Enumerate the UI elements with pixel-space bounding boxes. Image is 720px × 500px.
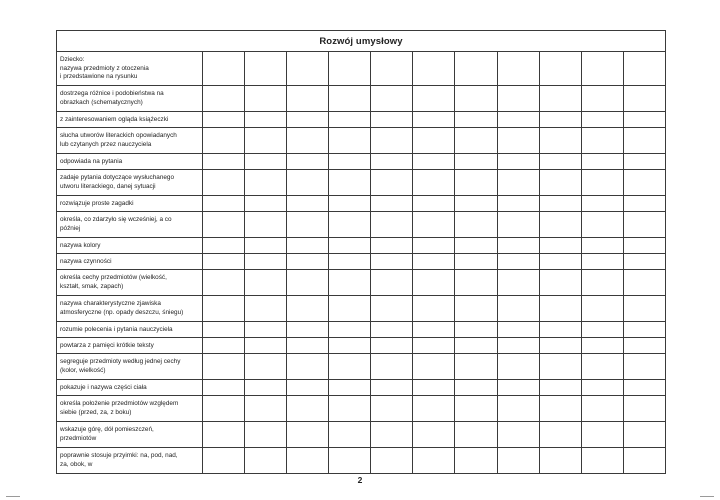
assessment-cell[interactable] [581,422,623,448]
criterion-label: nazywa kolory [57,238,203,254]
assessment-cell[interactable] [245,354,287,380]
assessment-cell[interactable] [581,322,623,338]
page-number: 2 [357,475,363,485]
criteria-row [57,238,666,254]
assessment-cell[interactable] [581,52,623,86]
assessment-cell[interactable] [203,448,245,474]
assessment-cell[interactable] [245,212,287,238]
assessment-cell[interactable] [329,448,371,474]
assessment-cell[interactable] [455,380,497,396]
assessment-cell[interactable] [455,322,497,338]
assessment-cell[interactable] [497,52,539,86]
assessment-cell[interactable] [497,86,539,112]
assessment-cell[interactable] [245,52,287,86]
assessment-cell[interactable] [371,338,413,354]
assessment-cell[interactable] [371,238,413,254]
assessment-cell[interactable] [287,354,329,380]
assessment-cell[interactable] [413,422,455,448]
assessment-cell[interactable] [623,448,665,474]
assessment-cell[interactable] [623,212,665,238]
assessment-cell[interactable] [539,238,581,254]
assessment-cell[interactable] [581,354,623,380]
assessment-cell[interactable] [413,448,455,474]
crop-mark-left [6,496,20,497]
assessment-table [56,30,666,474]
assessment-cell[interactable] [455,354,497,380]
assessment-cell[interactable] [329,380,371,396]
assessment-cell[interactable] [581,396,623,422]
assessment-cell[interactable] [329,128,371,154]
criteria-row [57,254,666,270]
assessment-cell[interactable] [287,154,329,170]
assessment-cell[interactable] [623,52,665,86]
assessment-cell[interactable] [413,86,455,112]
assessment-cell[interactable] [413,380,455,396]
assessment-cell[interactable] [497,128,539,154]
assessment-cell[interactable] [203,254,245,270]
assessment-cell[interactable] [245,338,287,354]
assessment-cell[interactable] [623,270,665,296]
assessment-cell[interactable] [287,128,329,154]
assessment-cell[interactable] [539,270,581,296]
assessment-cell[interactable] [203,396,245,422]
assessment-cell[interactable] [455,422,497,448]
assessment-cell[interactable] [245,396,287,422]
assessment-cell[interactable] [413,354,455,380]
assessment-cell[interactable] [455,238,497,254]
criterion-label: określa, co zdarzyło się wcześniej, a co później [57,212,203,238]
assessment-cell[interactable] [245,296,287,322]
assessment-cell[interactable] [203,322,245,338]
section-title: Rozwój umysłowy [57,31,666,52]
assessment-cell[interactable] [245,154,287,170]
assessment-cell[interactable] [623,170,665,196]
criterion-label: Dziecko: nazywa przedmioty z otoczenia i przedstawione na rysunku [57,52,203,86]
assessment-cell[interactable] [329,396,371,422]
assessment-cell[interactable] [371,296,413,322]
assessment-cell[interactable] [203,212,245,238]
assessment-cell[interactable] [581,296,623,322]
assessment-cell[interactable] [497,322,539,338]
assessment-cell[interactable] [539,52,581,86]
assessment-cell[interactable] [413,128,455,154]
assessment-cell[interactable] [245,112,287,128]
assessment-cell[interactable] [539,86,581,112]
criteria-row [57,296,666,322]
assessment-cell[interactable] [455,338,497,354]
assessment-cell[interactable] [371,212,413,238]
criterion-label: określa cechy przedmiotów (wielkość, kształt, smak, zapach) [57,270,203,296]
assessment-cell[interactable] [329,238,371,254]
assessment-cell[interactable] [203,52,245,86]
assessment-cell[interactable] [455,154,497,170]
assessment-cell[interactable] [539,296,581,322]
assessment-cell[interactable] [413,338,455,354]
assessment-cell[interactable] [371,322,413,338]
assessment-cell[interactable] [497,238,539,254]
assessment-cell[interactable] [413,154,455,170]
assessment-cell[interactable] [329,212,371,238]
criteria-row [57,196,666,212]
assessment-cell[interactable] [497,212,539,238]
assessment-cell[interactable] [581,170,623,196]
assessment-cell[interactable] [581,238,623,254]
assessment-cell[interactable] [623,154,665,170]
assessment-cell[interactable] [623,396,665,422]
crop-mark-right [700,496,714,497]
assessment-cell[interactable] [371,154,413,170]
assessment-cell[interactable] [287,238,329,254]
criterion-label: nazywa charakterystyczne zjawiska atmosferyczne (np. opady deszczu, śniegu) [57,296,203,322]
assessment-cell[interactable] [329,270,371,296]
criteria-row [57,322,666,338]
assessment-cell[interactable] [203,86,245,112]
assessment-cell[interactable] [497,270,539,296]
assessment-cell[interactable] [623,196,665,212]
assessment-cell[interactable] [623,322,665,338]
assessment-cell[interactable] [203,154,245,170]
assessment-cell[interactable] [623,338,665,354]
criteria-row [57,86,666,112]
assessment-cell[interactable] [413,212,455,238]
assessment-cell[interactable] [455,212,497,238]
assessment-cell[interactable] [329,154,371,170]
assessment-cell[interactable] [287,380,329,396]
assessment-cell[interactable] [413,112,455,128]
assessment-cell[interactable] [287,212,329,238]
assessment-cell[interactable] [329,254,371,270]
assessment-cell[interactable] [371,86,413,112]
assessment-cell[interactable] [581,270,623,296]
assessment-cell[interactable] [245,380,287,396]
assessment-cell[interactable] [539,254,581,270]
criteria-row [57,270,666,296]
assessment-cell[interactable] [329,170,371,196]
criterion-label: nazywa czynności [57,254,203,270]
assessment-cell[interactable] [623,422,665,448]
assessment-cell[interactable] [245,238,287,254]
criteria-row [57,128,666,154]
assessment-cell[interactable] [287,254,329,270]
criteria-row [57,52,666,86]
criteria-row [57,354,666,380]
assessment-cell[interactable] [623,128,665,154]
assessment-cell[interactable] [623,296,665,322]
assessment-cell[interactable] [581,86,623,112]
assessment-cell[interactable] [623,86,665,112]
assessment-cell[interactable] [287,338,329,354]
assessment-cell[interactable] [623,254,665,270]
assessment-cell[interactable] [539,322,581,338]
criterion-label: poprawnie stosuje przyimki: na, pod, nad, za, obok, w [57,448,203,474]
criterion-label: zadaje pytania dotyczące wysłuchanego utworu literackiego, danej sytuacji [57,170,203,196]
assessment-cell[interactable] [287,296,329,322]
assessment-cell[interactable] [539,170,581,196]
assessment-cell[interactable] [287,422,329,448]
assessment-cell[interactable] [539,396,581,422]
assessment-cell[interactable] [203,354,245,380]
criterion-label: określa położenie przedmiotów względem siebie (przed, za, z boku) [57,396,203,422]
assessment-cell[interactable] [371,270,413,296]
criterion-label: słucha utworów literackich opowiadanych lub czytanych przez nauczyciela [57,128,203,154]
assessment-cell[interactable] [203,128,245,154]
assessment-cell[interactable] [455,254,497,270]
assessment-cell[interactable] [287,52,329,86]
assessment-cell[interactable] [203,380,245,396]
assessment-cell[interactable] [497,170,539,196]
criteria-row [57,380,666,396]
criteria-row [57,212,666,238]
assessment-cell[interactable] [581,154,623,170]
assessment-cell[interactable] [455,86,497,112]
criteria-row [57,448,666,474]
assessment-cell[interactable] [413,396,455,422]
assessment-cell[interactable] [245,86,287,112]
assessment-cell[interactable] [203,112,245,128]
assessment-cell[interactable] [581,196,623,212]
assessment-cell[interactable] [455,196,497,212]
assessment-cell[interactable] [539,112,581,128]
assessment-cell[interactable] [203,196,245,212]
assessment-cell[interactable] [371,422,413,448]
assessment-cell[interactable] [371,448,413,474]
criterion-label: rozumie polecenia i pytania nauczyciela [57,322,203,338]
assessment-cell[interactable] [371,170,413,196]
assessment-cell[interactable] [497,296,539,322]
assessment-cell[interactable] [539,354,581,380]
assessment-cell[interactable] [329,354,371,380]
assessment-cell[interactable] [245,448,287,474]
assessment-cell[interactable] [329,112,371,128]
assessment-cell[interactable] [497,448,539,474]
assessment-cell[interactable] [623,238,665,254]
assessment-cell[interactable] [497,354,539,380]
assessment-cell[interactable] [329,338,371,354]
assessment-cell[interactable] [245,422,287,448]
assessment-cell[interactable] [581,448,623,474]
assessment-cell[interactable] [329,196,371,212]
assessment-cell[interactable] [203,170,245,196]
assessment-cell[interactable] [455,128,497,154]
criteria-row [57,112,666,128]
assessment-cell[interactable] [329,86,371,112]
assessment-cell[interactable] [413,196,455,212]
assessment-cell[interactable] [539,448,581,474]
assessment-cell[interactable] [497,338,539,354]
criterion-label: wskazuje górę, dół pomieszczeń, przedmiotów [57,422,203,448]
assessment-cell[interactable] [539,422,581,448]
assessment-cell[interactable] [287,86,329,112]
assessment-cell[interactable] [371,128,413,154]
assessment-cell[interactable] [329,322,371,338]
assessment-cell[interactable] [287,322,329,338]
criteria-row [57,170,666,196]
assessment-cell[interactable] [287,112,329,128]
assessment-cell[interactable] [455,52,497,86]
assessment-cell[interactable] [539,338,581,354]
criteria-row [57,396,666,422]
assessment-cell[interactable] [245,270,287,296]
assessment-cell[interactable] [287,196,329,212]
assessment-cell[interactable] [497,154,539,170]
assessment-cell[interactable] [497,380,539,396]
assessment-cell[interactable] [539,128,581,154]
assessment-cell[interactable] [539,154,581,170]
assessment-cell[interactable] [581,112,623,128]
assessment-cell[interactable] [455,112,497,128]
assessment-cell[interactable] [623,380,665,396]
criterion-label: dostrzega różnice i podobieństwa na obrazkach (schematycznych) [57,86,203,112]
assessment-cell[interactable] [371,354,413,380]
assessment-cell[interactable] [371,196,413,212]
assessment-cell[interactable] [623,112,665,128]
assessment-cell[interactable] [245,128,287,154]
assessment-cell[interactable] [287,170,329,196]
assessment-cell[interactable] [497,396,539,422]
assessment-cell[interactable] [455,448,497,474]
criteria-row [57,154,666,170]
assessment-cell[interactable] [329,422,371,448]
assessment-cell[interactable] [413,238,455,254]
criterion-label: segreguje przedmioty według jednej cechy (kolor, wielkość) [57,354,203,380]
assessment-cell[interactable] [245,254,287,270]
assessment-cell[interactable] [497,112,539,128]
assessment-cell[interactable] [539,212,581,238]
assessment-cell[interactable] [371,380,413,396]
assessment-cell[interactable] [497,254,539,270]
assessment-cell[interactable] [329,52,371,86]
assessment-cell[interactable] [413,270,455,296]
assessment-cell[interactable] [413,254,455,270]
assessment-cell[interactable] [287,448,329,474]
assessment-cell[interactable] [245,170,287,196]
assessment-cell[interactable] [287,270,329,296]
criterion-label: rozwiązuje proste zagadki [57,196,203,212]
assessment-cell[interactable] [371,112,413,128]
assessment-cell[interactable] [413,52,455,86]
assessment-cell[interactable] [539,380,581,396]
assessment-cell[interactable] [581,128,623,154]
assessment-cell[interactable] [581,338,623,354]
assessment-cell[interactable] [203,338,245,354]
assessment-cell[interactable] [497,196,539,212]
criteria-row [57,422,666,448]
criterion-label: powtarza z pamięci krótkie teksty [57,338,203,354]
assessment-cell[interactable] [413,296,455,322]
assessment-cell[interactable] [455,396,497,422]
assessment-cell[interactable] [539,196,581,212]
assessment-cell[interactable] [455,270,497,296]
assessment-cell[interactable] [581,380,623,396]
assessment-cell[interactable] [371,396,413,422]
criterion-label: pokazuje i nazywa części ciała [57,380,203,396]
assessment-cell[interactable] [497,422,539,448]
criteria-row [57,338,666,354]
assessment-cell[interactable] [371,52,413,86]
assessment-cell[interactable] [413,170,455,196]
assessment-cell[interactable] [203,422,245,448]
assessment-cell[interactable] [371,254,413,270]
assessment-cell[interactable] [623,354,665,380]
assessment-cell[interactable] [245,196,287,212]
assessment-cell[interactable] [581,212,623,238]
criterion-label: z zainteresowaniem ogląda książeczki [57,112,203,128]
criterion-label: odpowiada na pytania [57,154,203,170]
assessment-cell[interactable] [581,254,623,270]
assessment-cell[interactable] [203,238,245,254]
assessment-cell[interactable] [329,296,371,322]
assessment-cell[interactable] [245,322,287,338]
assessment-cell[interactable] [287,396,329,422]
assessment-cell[interactable] [413,322,455,338]
assessment-cell[interactable] [203,296,245,322]
assessment-cell[interactable] [455,296,497,322]
assessment-cell[interactable] [203,270,245,296]
assessment-cell[interactable] [455,170,497,196]
